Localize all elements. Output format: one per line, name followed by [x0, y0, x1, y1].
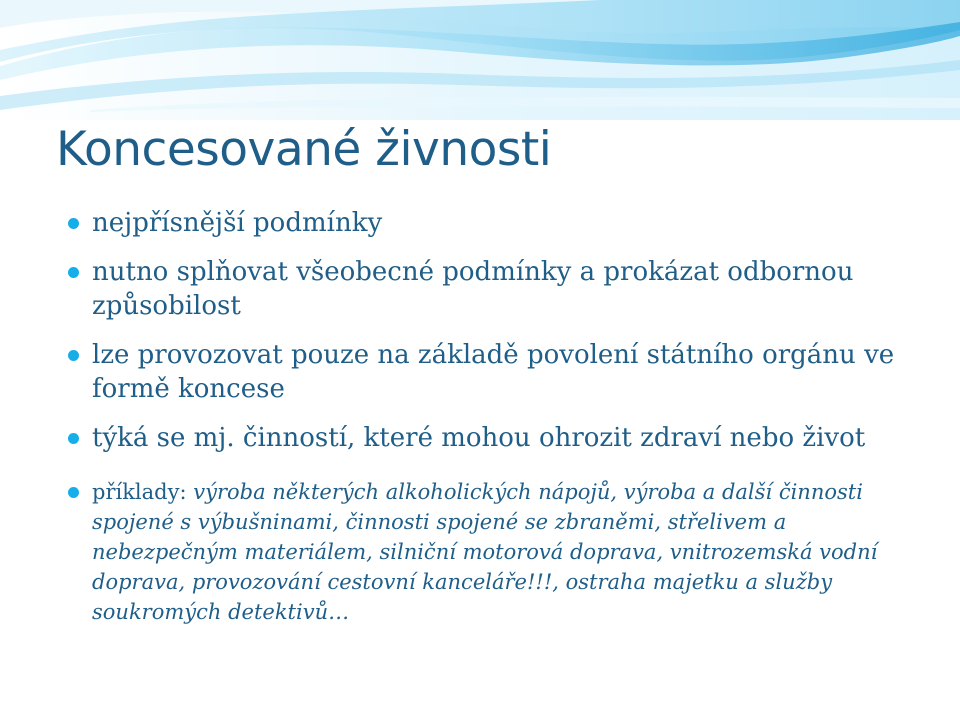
bullet-text: nejpřísnější podmínky: [92, 208, 383, 238]
bullet-text: lze provozovat pouze na základě povolení státního orgánu ve formě koncese: [92, 340, 895, 404]
bullet-dot-icon: [68, 218, 79, 229]
bullet-dot-icon: [68, 267, 79, 278]
examples-label: příklady:: [92, 480, 187, 504]
slide-title: Koncesované živnosti: [56, 122, 552, 177]
examples-item: [68, 477, 928, 627]
bullet-dot-icon: [68, 487, 79, 498]
bullet-item: [68, 206, 928, 240]
bullet-dot-icon: [68, 433, 79, 444]
header-wave-banner: [0, 0, 960, 120]
bullet-text: nutno splňovat všeobecné podmínky a prokázat odbornou způsobilost: [92, 257, 854, 321]
bullet-text: týká se mj. činností, které mohou ohrozit zdraví nebo život: [92, 423, 866, 453]
bullet-dot-icon: [68, 350, 79, 361]
bullet-list: [68, 206, 928, 642]
bullet-item: [68, 338, 928, 406]
bullet-item: [68, 255, 928, 323]
examples-text: výroba některých alkoholických nápojů, výroba a další činnosti spojené s výbušninami, činnosti spojené se zbraněmi, střelivem a nebezpečným materiálem, silniční motorová doprava, vnitrozemská vodní doprava, provozování cestovní kanceláře!!!, ostraha majetku a služby soukromých detektivů…: [92, 480, 878, 624]
bullet-item: [68, 421, 928, 455]
